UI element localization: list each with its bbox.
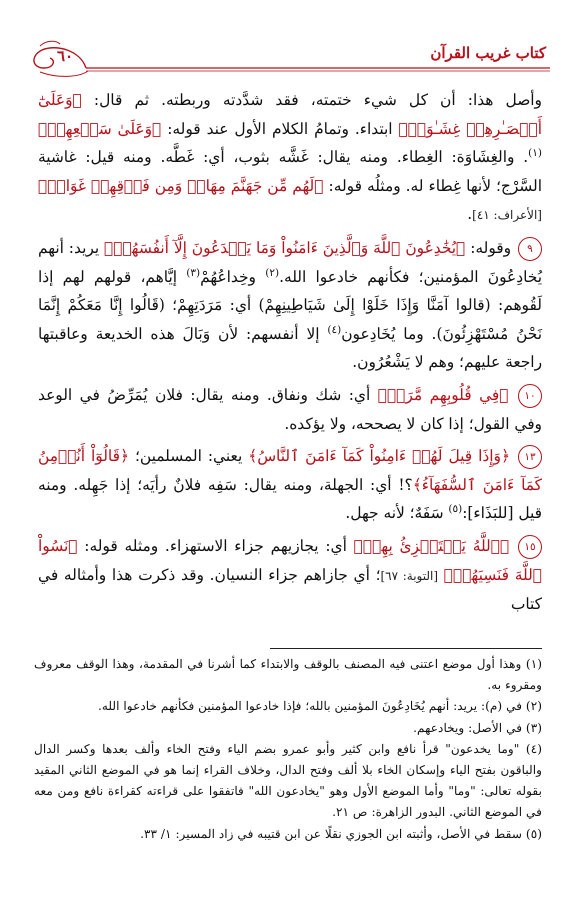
book-title: كتاب غريب القرآن	[430, 44, 546, 62]
quran-verse: ﴿لَهُم مِّن جَهَنَّمَ مِهَادٞ وَمِن فَوۡقِهِمۡ غَوَاشٖ﴾	[38, 176, 324, 195]
text: يعني: المسلمين؛	[129, 447, 249, 466]
text: إلا أنفسهم: لأن وَبَالَ هذه الخديعة وعاقبتها راجعة عليهم؛ وهم لا يَشْعُرُون.	[38, 324, 542, 372]
text: إيَّاهم، قولهم لهم إذا لَقُوهم: (قالوا آمَنَّا وَإِذَا خَلَوْا إِلَىٰ شَيَاطِينِهِمْ) أي: مَرَدَتِهِمْ؛ (قَالُوا إِنَّا مَعَكُمْ إِنَّمَا نَحْنُ مُسْتَهْزِئُونَ). وما يُخَادِعون	[38, 267, 542, 343]
verse-number-badge: ٩	[518, 237, 542, 261]
footnotes	[34, 654, 542, 845]
page-number: ٦٠	[56, 47, 74, 65]
text: أي: شك ونفاق. ومنه يقال: فلان يُمَرِّضُ في الوعد وفي القول؛ إذا كان لا يصححه، ولا يؤكده.	[38, 385, 542, 433]
text: يريد: أنهم يُخادِعُونَ المؤمنين؛ فكأنهم خادعوا الله.	[38, 238, 542, 286]
text: وخِداعُهُمْ	[200, 267, 266, 286]
verse-number-badge: ١٥	[518, 535, 542, 559]
quran-verse: ﴿فِي قُلُوبِهِم مَّرَضٞ﴾	[377, 385, 509, 404]
paragraph-verse-15	[38, 532, 542, 619]
footnote-divider	[270, 648, 542, 649]
footnote: (٥) سقط في الأصل، وأثبته ابن الجوزي نقلًا عن ابن قتيبه في زاد المسير: ١/ ٣٣.	[140, 826, 542, 841]
footnote-ref: (٤)	[327, 323, 342, 336]
footnote: (٤) "وما يخدعون" قرأ نافع وابن كثير وأبو عمرو بضم الياء وفتح الخاء وألف بعدها وكسر الدال والباقون بفتح الياء وإسكان الخاء بلا ألف وفتح الدال، وخلاف القراء إنما هو في الموضع الثاني المقيد بقوله تعالى: "وما" وأما الموضع الأول وهو "يخادعون الله" فاتفقوا على قراءته كقراءة نافع ومن معه في الموضع الثاني. البدور الزاهرة: ص ٢١.	[34, 741, 542, 820]
text: . والغِشَاوَة: الغِطاء. ومنه يقال: غَشَّه بثوب، أي: غَطَّه. ومنه قيل: غاشية السَّرْج؛ لأنها غِطاء له. ومثلُه قوله:	[38, 148, 543, 195]
verse-number-badge: ١٠	[518, 384, 542, 408]
quran-verse: ﴿وَإِذَا قِيلَ لَهُمۡ ءَامِنُواْ كَمَآ ءَامَنَ ٱلنَّاسُ﴾	[248, 447, 510, 466]
paragraph-verse-9	[38, 234, 542, 377]
text: سَفَهٌ؛ لأنه جهل.	[345, 504, 449, 523]
footnote: (٣) في الأصل: ويخادعهم.	[413, 720, 542, 735]
paragraph-ghishawa	[38, 86, 542, 230]
footnote: (١) وهذا أول موضع اعتنى فيه المصنف بالوقف والابتداء كما أشرنا في المقدمة، وهذا الوقف معروف ومقروء به.	[34, 657, 542, 693]
quran-verse: ﴿قَالُوٓاْ أَنُؤۡمِنُ كَمَآ ءَامَنَ ٱلسُّفَهَآءُ﴾	[38, 447, 542, 494]
quran-verse: ﴿وَعَلَىٰٓ أَبۡصَـٰرِهِمۡ غِشَـٰوَةٞ﴾	[38, 91, 543, 138]
text: ابتداء. وتمامُ الكلام الأول عند قوله:	[161, 119, 399, 138]
paragraph-verse-13	[38, 442, 542, 528]
verse-reference: [الأعراف: ٤١]	[472, 208, 542, 223]
page-header	[26, 38, 550, 78]
text: وقوله:	[465, 238, 512, 257]
quran-verse: ﴿نَسُواْ ٱللَّهَ فَنَسِيَهُمۡ﴾	[38, 536, 542, 584]
verse-number-badge: ١٣	[518, 445, 542, 469]
text: ؟! أي: الجهلة، ومنه يقال: سَفِه فلانٌ رأيَه؛ إذا جَهِله. ومنه قيل [للبَذَاء]:	[38, 475, 542, 523]
text: أي: يجازيهم جزاء الاستهزاء. ومثله قوله:	[77, 536, 354, 555]
footnote: (٢) في (م): يريد: أنهم يُخَادِعُونَ المؤمنين بالله؛ فإذا خادعوا المؤمنين فكأنهم خادعوا الله.	[97, 699, 542, 714]
quran-verse: ﴿ٱللَّهُ يَسۡتَهۡزِئُ بِهِمۡ﴾	[353, 536, 510, 555]
text: ؛ أي جازاهم جزاء النسيان. وقد ذكرت هذا وأمثاله في كتاب	[38, 565, 542, 614]
text: وأصل هذا: أن كل شيء ختمته، فقد شدَّدته وربطته. ثم قال:	[81, 91, 542, 109]
quran-verse: ﴿وَعَلَىٰ سَمۡعِهِمۡ﴾	[38, 119, 162, 138]
paragraph-verse-10	[38, 381, 542, 438]
quran-verse: ﴿يُخَٰدِعُونَ ٱللَّهَ وَٱلَّذِينَ ءَامَنُواْ وَمَا يَخۡدَعُونَ إِلَّآ أَنفُسَهُمۡ﴾	[104, 238, 466, 257]
verse-reference: [التوبة: ٦٧]	[380, 568, 439, 583]
main-text	[38, 86, 542, 623]
footnote-ref: (٣)	[186, 266, 201, 279]
footnote-ref: (١)	[528, 147, 542, 160]
footnote-ref: (٥)	[448, 503, 463, 516]
footnote-ref: (٢)	[265, 266, 280, 279]
text: .	[467, 205, 473, 224]
